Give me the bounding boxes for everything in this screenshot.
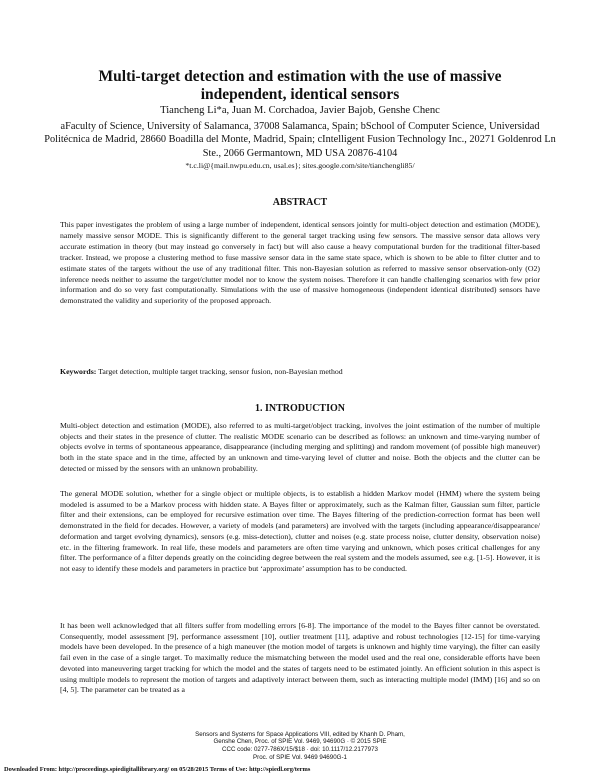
page-footer-citation xyxy=(0,731,600,753)
affiliations: aFaculty of Science, University of Salamanca, 37008 Salamanca, Spain; bSchool of Computer Science, Universidad Politécnica de Madrid, 28660 Boadilla del Monte, Madrid, Spain; cIntelligent Fusion Technology Inc., 20271 Goldenrod Ln Ste., 2066 Germantown, MD USA 20876-4104 xyxy=(44,121,556,159)
section-heading-introduction: 1. INTRODUCTION xyxy=(254,403,345,414)
abstract-heading: ABSTRACT xyxy=(272,197,328,208)
keywords-label: Keywords: xyxy=(60,367,97,376)
abstract-text: This paper investigates the problem of using a large number of independent, identical sensors jointly for multi-object detection and estimation (MODE), namely massive sensor MODE. This is significantly different to the general target tracking using few sensors. The massive sensor data allows very accurate estimation in theory (but may instead go conversely in fact) but will also cause a heavy computational burden for the traditional filter-based tracker. Instead, we propose a clustering method to fuse massive sensor data in the same state space, which is shown to be able to filter clutter and to estimate states of the targets without the use of any traditional filter. This non-Bayesian solution as referred to massive sensor observation-only (O2) inference needs neither to assume the target/clutter model nor to know the system noises. Therefore it can handle challenging scenarios with few prior information and do so very fast computationally. Simulations with the use of massive homogeneous (independent identical distributed) sensors have demonstrated the validity and superiority of the proposed approach. xyxy=(60,220,540,306)
download-notice: Downloaded From: http://proceedings.spiedigitallibrary.org/ on 05/28/2015 Terms of Use: http://spiedl.org/terms xyxy=(4,766,311,773)
intro-paragraph-2: The general MODE solution, whether for a single object or multiple objects, is to establish a hidden Markov model (HMM) where the system being modeled is assumed to be a Markov process with hidden state. A Bayes filter or approximately, such as the Kalman filter, Gaussian sum filter, particle filter and their extensions, can be employed for recursive estimation over time. The Bayes filtering of the prediction-correction format has been well demonstrated in the field for decades. However, a variety of models (and parameters) are involved with the targets (including appearance/disappearance/ deformation and target evolving dynamics), sensors (e.g. miss-detection), clutter and noises (e.g. state process noise, clutter density, observation noise) etc. in the filtering framework. In real life, these models and parameters are often time varying and unknown, which poses critical challenges for any filter. The performance of a filter depends greatly on the coinciding degree between the real system and the models assumed, see e.g. [1-5]. However, it is not easy to identify these models and parameters in practice but ‘approximate’ assumption has to be conducted. xyxy=(60,489,540,573)
footer-line-2: Genshe Chen, Proc. of SPIE Vol. 9469, 94690G · © 2015 SPIE xyxy=(213,738,387,746)
intro-paragraph-1: Multi-object detection and estimation (MODE), also referred to as multi-target/object tracking, involves the joint estimation of the number of multiple objects and their states in the presence of clutter. The realistic MODE scenario can be described as follows: an unknown and time-varying number of objects evolve in terms of spontaneous appearance, disappearance (including merging and splitting) and random movement (of possible high maneuver) both in the state space and in the time, affected by an unknown and time-varying level of clutter and noise. Both the objects and the clutter can be detected or missed by the sensors with an unknown probability. xyxy=(60,421,540,473)
author-list: Tiancheng Li*a, Juan M. Corchadoa, Javier Bajob, Genshe Chenc xyxy=(160,105,440,116)
author-emails: *t.c.li@{mail.nwpu.edu.cn, usal.es}; sites.google.com/site/tianchengli85/ xyxy=(185,161,415,170)
title-line-1: Multi-target detection and estimation with the use of massive xyxy=(98,68,502,85)
keywords xyxy=(60,367,540,377)
footer-line-3: CCC code: 0277-786X/15/$18 · doi: 10.1117/12.2177973 xyxy=(222,745,378,753)
keywords-text: Target detection, multiple target tracking, sensor fusion, non-Bayesian method xyxy=(98,367,343,376)
footer-line-1: Sensors and Systems for Space Applications VIII, edited by Khanh D. Pham, xyxy=(195,731,405,738)
paper-title xyxy=(60,68,540,104)
intro-paragraph-3: It has been well acknowledged that all filters suffer from modelling errors [6-8]. The importance of the model to the Bayes filter cannot be overstated. Consequently, model assessment [9], performance assessment [10], outlier treatment [11], adaptive and robust technologies [12-15] for time-varying models have been developed. In the presence of a high maneuver (the motion model of targets is unknown and highly time varying), the filter can easily fail even in the case of a single target. To maximally reduce the mismatching between the model used and the real one, considerable efforts have been devoted into maneuvering target tracking for which the model and the states of targets need to be estimated jointly. An efficient solution in this aspect is using multiple models to represent the motion of targets and adaptively interact between them, such as interacting multiple model (IMM) [16] and so on [4, 5]. The parameter can be treated as a xyxy=(60,621,540,695)
page-number-line: Proc. of SPIE Vol. 9469 94690G-1 xyxy=(253,754,347,761)
title-line-2: independent, identical sensors xyxy=(200,86,400,103)
